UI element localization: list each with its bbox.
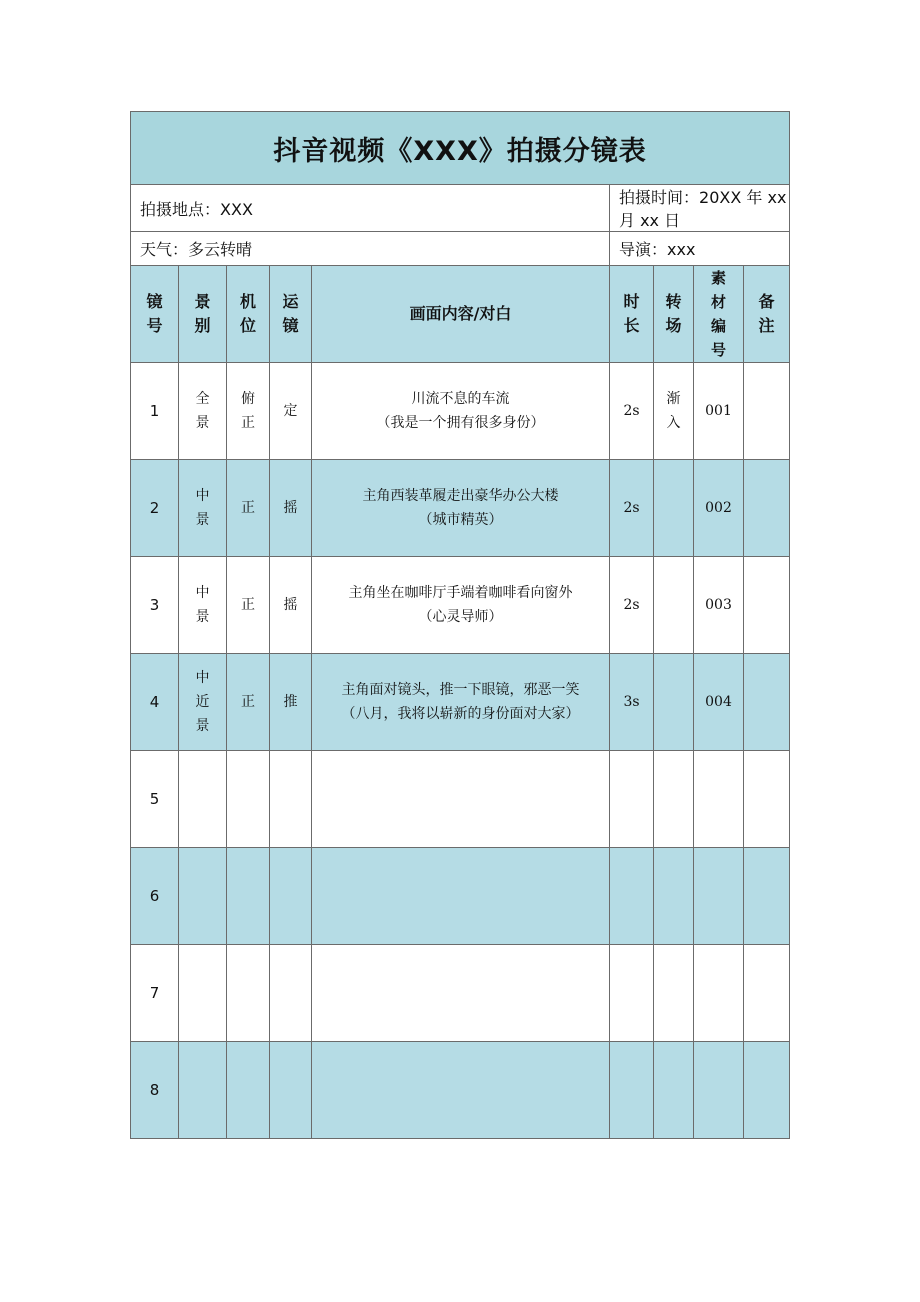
- cell-movement: 定: [270, 363, 312, 460]
- cell-scene: [179, 751, 227, 848]
- cell-shot-no: 2: [131, 460, 179, 557]
- cell-duration: [610, 1042, 654, 1139]
- header-scene: 景别: [179, 266, 227, 363]
- header-content: 画面内容/对白: [312, 266, 610, 363]
- time-cell: [610, 185, 790, 232]
- cell-transition: [654, 460, 694, 557]
- location-value: XXX: [220, 199, 253, 219]
- cell-content: [312, 363, 610, 460]
- cell-shot-no: 6: [131, 848, 179, 945]
- cell-shot-no: 1: [131, 363, 179, 460]
- cell-camera: 正: [227, 460, 270, 557]
- cell-movement: [270, 1042, 312, 1139]
- column-header-row: [131, 266, 790, 363]
- location-cell: [131, 185, 610, 232]
- cell-movement: [270, 945, 312, 1042]
- time-value: 20XX 年 xx 月 xx 日: [619, 188, 787, 230]
- cell-material-no: [694, 751, 744, 848]
- table-row: [131, 945, 790, 1042]
- cell-movement: 摇: [270, 557, 312, 654]
- cell-remark: [744, 751, 790, 848]
- cell-scene: 全景: [179, 363, 227, 460]
- weather-cell: [131, 232, 610, 266]
- cell-material-no: [694, 848, 744, 945]
- cell-content: [312, 1042, 610, 1139]
- table-row: [131, 751, 790, 848]
- weather-value: 多云转晴: [188, 240, 253, 259]
- cell-scene: 中景: [179, 460, 227, 557]
- cell-camera: [227, 751, 270, 848]
- cell-transition: [654, 848, 694, 945]
- cell-scene: 中景: [179, 557, 227, 654]
- cell-material-no: 002: [694, 460, 744, 557]
- cell-transition: [654, 945, 694, 1042]
- cell-camera: 俯正: [227, 363, 270, 460]
- cell-remark: [744, 557, 790, 654]
- cell-shot-no: 8: [131, 1042, 179, 1139]
- cell-material-no: 001: [694, 363, 744, 460]
- cell-content: [312, 460, 610, 557]
- cell-camera: [227, 1042, 270, 1139]
- time-label: 拍摄时间：: [619, 188, 700, 207]
- cell-content: [312, 848, 610, 945]
- table-row: [131, 557, 790, 654]
- cell-duration: [610, 751, 654, 848]
- dialogue-line: （心灵导师）: [418, 609, 503, 625]
- page-title: 抖音视频《XXX》拍摄分镜表: [131, 112, 790, 185]
- director-cell: [610, 232, 790, 266]
- cell-movement: [270, 751, 312, 848]
- cell-remark: [744, 945, 790, 1042]
- header-shot-no: 镜号: [131, 266, 179, 363]
- cell-duration: 2s: [610, 557, 654, 654]
- cell-duration: 2s: [610, 363, 654, 460]
- cell-content: [312, 751, 610, 848]
- header-transition: 转场: [654, 266, 694, 363]
- cell-camera: [227, 945, 270, 1042]
- cell-transition: [654, 1042, 694, 1139]
- cell-movement: 摇: [270, 460, 312, 557]
- table-row: [131, 1042, 790, 1139]
- table-row: [131, 848, 790, 945]
- cell-remark: [744, 460, 790, 557]
- cell-scene: 中近景: [179, 654, 227, 751]
- cell-material-no: 003: [694, 557, 744, 654]
- header-movement: 运镜: [270, 266, 312, 363]
- cell-duration: [610, 945, 654, 1042]
- cell-shot-no: 3: [131, 557, 179, 654]
- table-row: [131, 460, 790, 557]
- location-label: 拍摄地点：: [140, 199, 221, 219]
- cell-scene: [179, 848, 227, 945]
- cell-transition: 渐入: [654, 363, 694, 460]
- cell-shot-no: 4: [131, 654, 179, 751]
- content-line: 主角西装革履走出豪华办公大楼: [362, 488, 559, 504]
- cell-scene: [179, 1042, 227, 1139]
- table-row: [131, 363, 790, 460]
- header-material-no: 素材编号: [694, 266, 744, 363]
- dialogue-line: （八月，我将以崭新的身份面对大家）: [341, 706, 580, 722]
- cell-shot-no: 7: [131, 945, 179, 1042]
- director-label: 导演：: [619, 240, 668, 259]
- cell-material-no: [694, 1042, 744, 1139]
- cell-content: [312, 557, 610, 654]
- header-remark: 备注: [744, 266, 790, 363]
- content-line: 川流不息的车流: [411, 391, 510, 407]
- header-duration: 时长: [610, 266, 654, 363]
- director-value: xxx: [667, 240, 696, 259]
- cell-remark: [744, 1042, 790, 1139]
- cell-shot-no: 5: [131, 751, 179, 848]
- dialogue-line: （城市精英）: [418, 512, 503, 528]
- cell-content: [312, 945, 610, 1042]
- header-camera: 机位: [227, 266, 270, 363]
- cell-remark: [744, 654, 790, 751]
- cell-camera: 正: [227, 557, 270, 654]
- cell-remark: [744, 848, 790, 945]
- cell-duration: 3s: [610, 654, 654, 751]
- cell-transition: [654, 751, 694, 848]
- cell-camera: 正: [227, 654, 270, 751]
- table-row: [131, 654, 790, 751]
- content-line: 主角坐在咖啡厅手端着咖啡看向窗外: [348, 585, 573, 601]
- content-line: 主角面对镜头，推一下眼镜，邪恶一笑: [341, 682, 580, 698]
- cell-material-no: [694, 945, 744, 1042]
- storyboard-table: [130, 111, 790, 1139]
- cell-movement: 推: [270, 654, 312, 751]
- cell-content: [312, 654, 610, 751]
- cell-movement: [270, 848, 312, 945]
- cell-transition: [654, 654, 694, 751]
- cell-duration: [610, 848, 654, 945]
- cell-scene: [179, 945, 227, 1042]
- cell-remark: [744, 363, 790, 460]
- cell-transition: [654, 557, 694, 654]
- cell-duration: 2s: [610, 460, 654, 557]
- dialogue-line: （我是一个拥有很多身份）: [376, 415, 545, 431]
- cell-camera: [227, 848, 270, 945]
- weather-label: 天气：: [140, 240, 189, 259]
- cell-material-no: 004: [694, 654, 744, 751]
